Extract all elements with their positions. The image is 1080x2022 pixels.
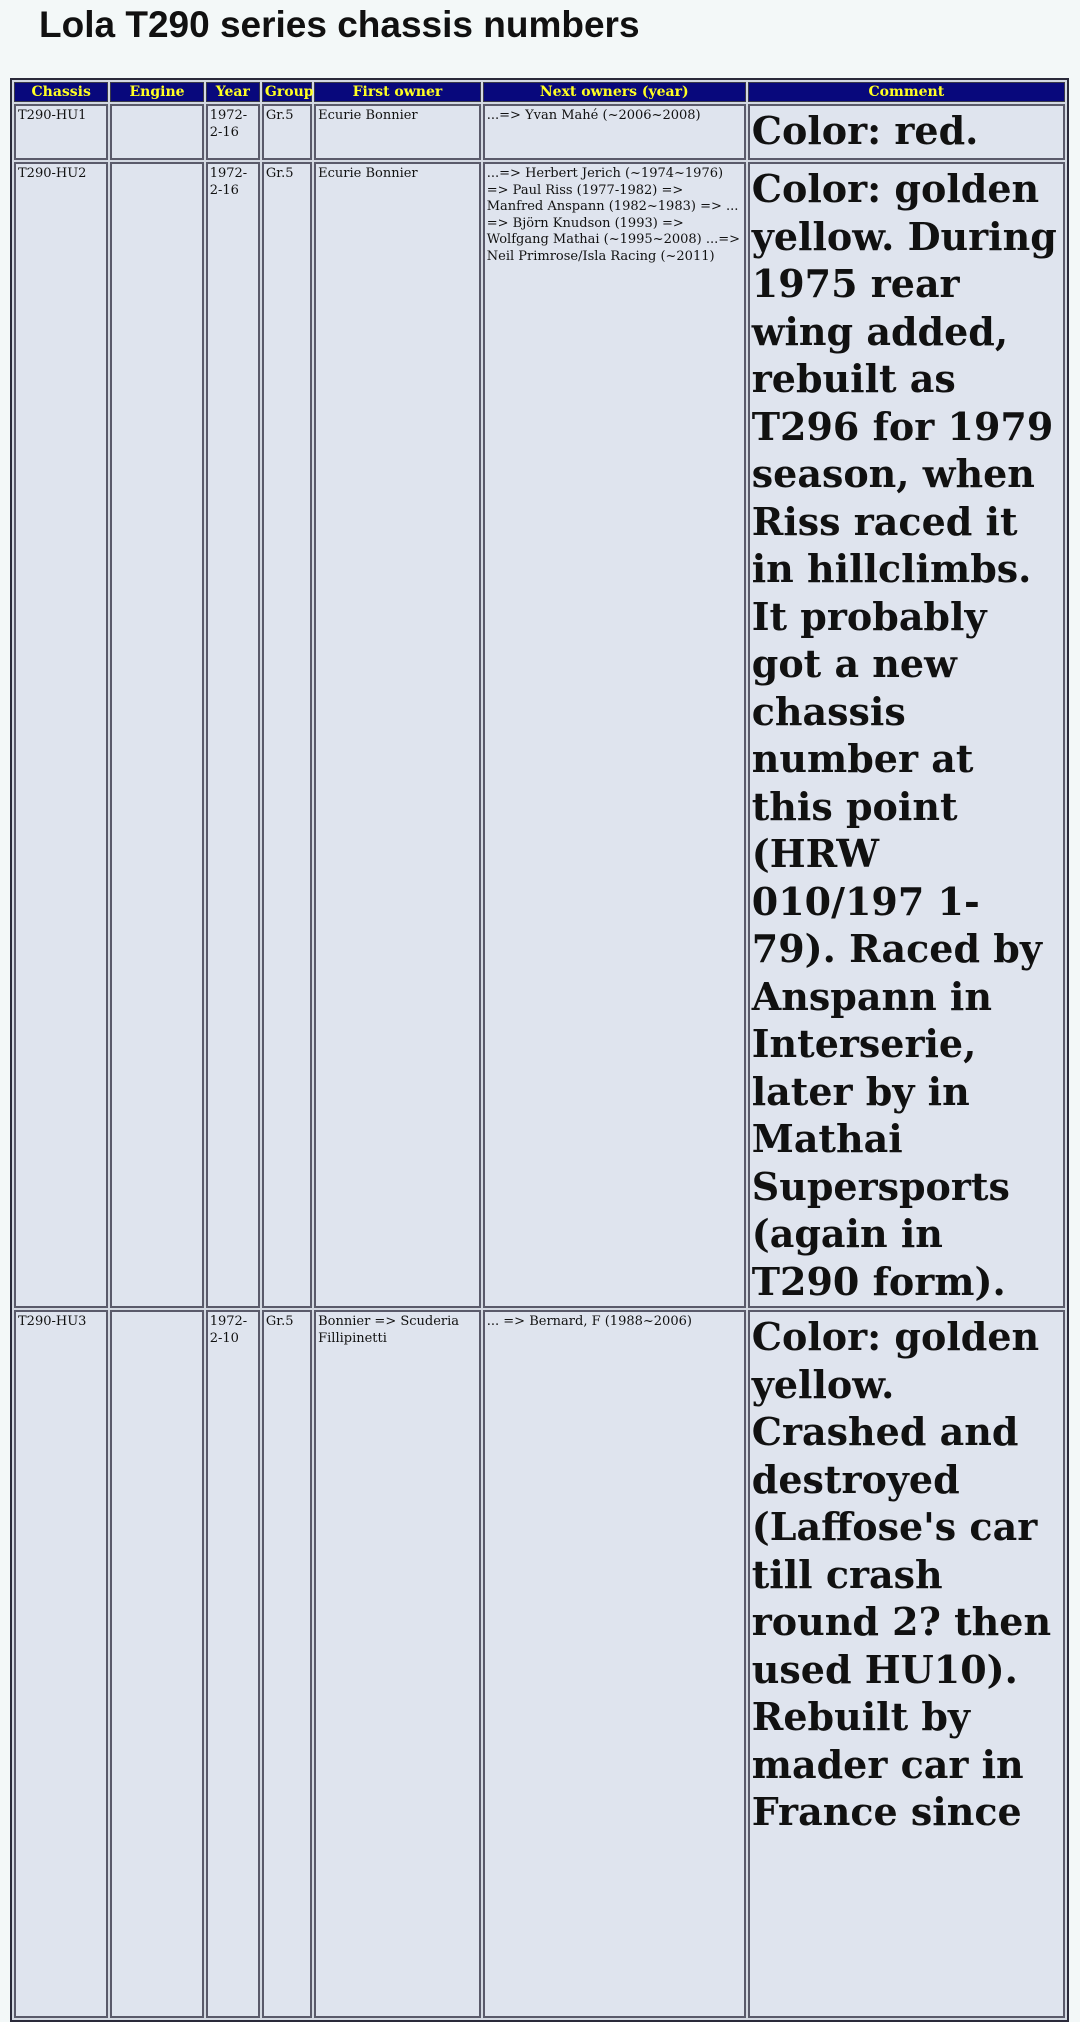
cell-engine [110, 104, 203, 160]
cell-engine [110, 162, 203, 1308]
table-row [14, 162, 1065, 1308]
cell-chassis: T290-HU3 [14, 1310, 108, 2018]
header-chassis: Chassis [14, 82, 108, 102]
cell-year: 1972-2-16 [206, 162, 260, 1308]
header-first-owner: First owner [314, 82, 481, 102]
cell-group: Gr.5 [262, 1310, 312, 2018]
cell-comment: Color: golden yellow. During 1975 rear wing added, rebuilt as T296 for 1979 season, when Riss raced it in hillclimbs. It probably got a new chassis number at this point (HRW 010/197 1-79). Raced by Anspann in Interserie, later by in Mathai Supersports (again in T290 form). [748, 162, 1065, 1308]
cell-next-owners: ...=> Herbert Jerich (~1974~1976) => Paul Riss (1977-1982) => Manfred Anspann (1982~1983) => ... => Björn Knudson (1993) => Wolfgang Mathai (~1995~2008) ...=> Neil Primrose/Isla Racing (~2011) [483, 162, 746, 1308]
cell-first-owner: Ecurie Bonnier [314, 104, 481, 160]
cell-first-owner: Bonnier => Scuderia Fillipinetti [314, 1310, 481, 2018]
cell-engine [110, 1310, 203, 2018]
cell-next-owners: ...=> Yvan Mahé (~2006~2008) [483, 104, 746, 160]
chassis-table-container [10, 78, 1069, 2022]
page-title: Lola T290 series chassis numbers [39, 4, 640, 45]
cell-year: 1972-2-10 [206, 1310, 260, 2018]
cell-next-owners: ... => Bernard, F (1988~2006) [483, 1310, 746, 2018]
table-header-row [14, 82, 1065, 102]
cell-chassis: T290-HU1 [14, 104, 108, 160]
header-group: Group [262, 82, 312, 102]
table-row [14, 1310, 1065, 2018]
cell-comment: Color: golden yellow. Crashed and destroyed (Laffose's car till crash round 2? then used HU10). Rebuilt by mader car in France since [748, 1310, 1065, 2018]
header-comment: Comment [748, 82, 1065, 102]
cell-group: Gr.5 [262, 104, 312, 160]
cell-chassis: T290-HU2 [14, 162, 108, 1308]
cell-first-owner: Ecurie Bonnier [314, 162, 481, 1308]
chassis-table [10, 78, 1069, 2022]
cell-group: Gr.5 [262, 162, 312, 1308]
header-next-owners: Next owners (year) [483, 82, 746, 102]
header-year: Year [206, 82, 260, 102]
cell-year: 1972-2-16 [206, 104, 260, 160]
header-engine: Engine [110, 82, 203, 102]
table-row [14, 104, 1065, 160]
cell-comment: Color: red. [748, 104, 1065, 160]
